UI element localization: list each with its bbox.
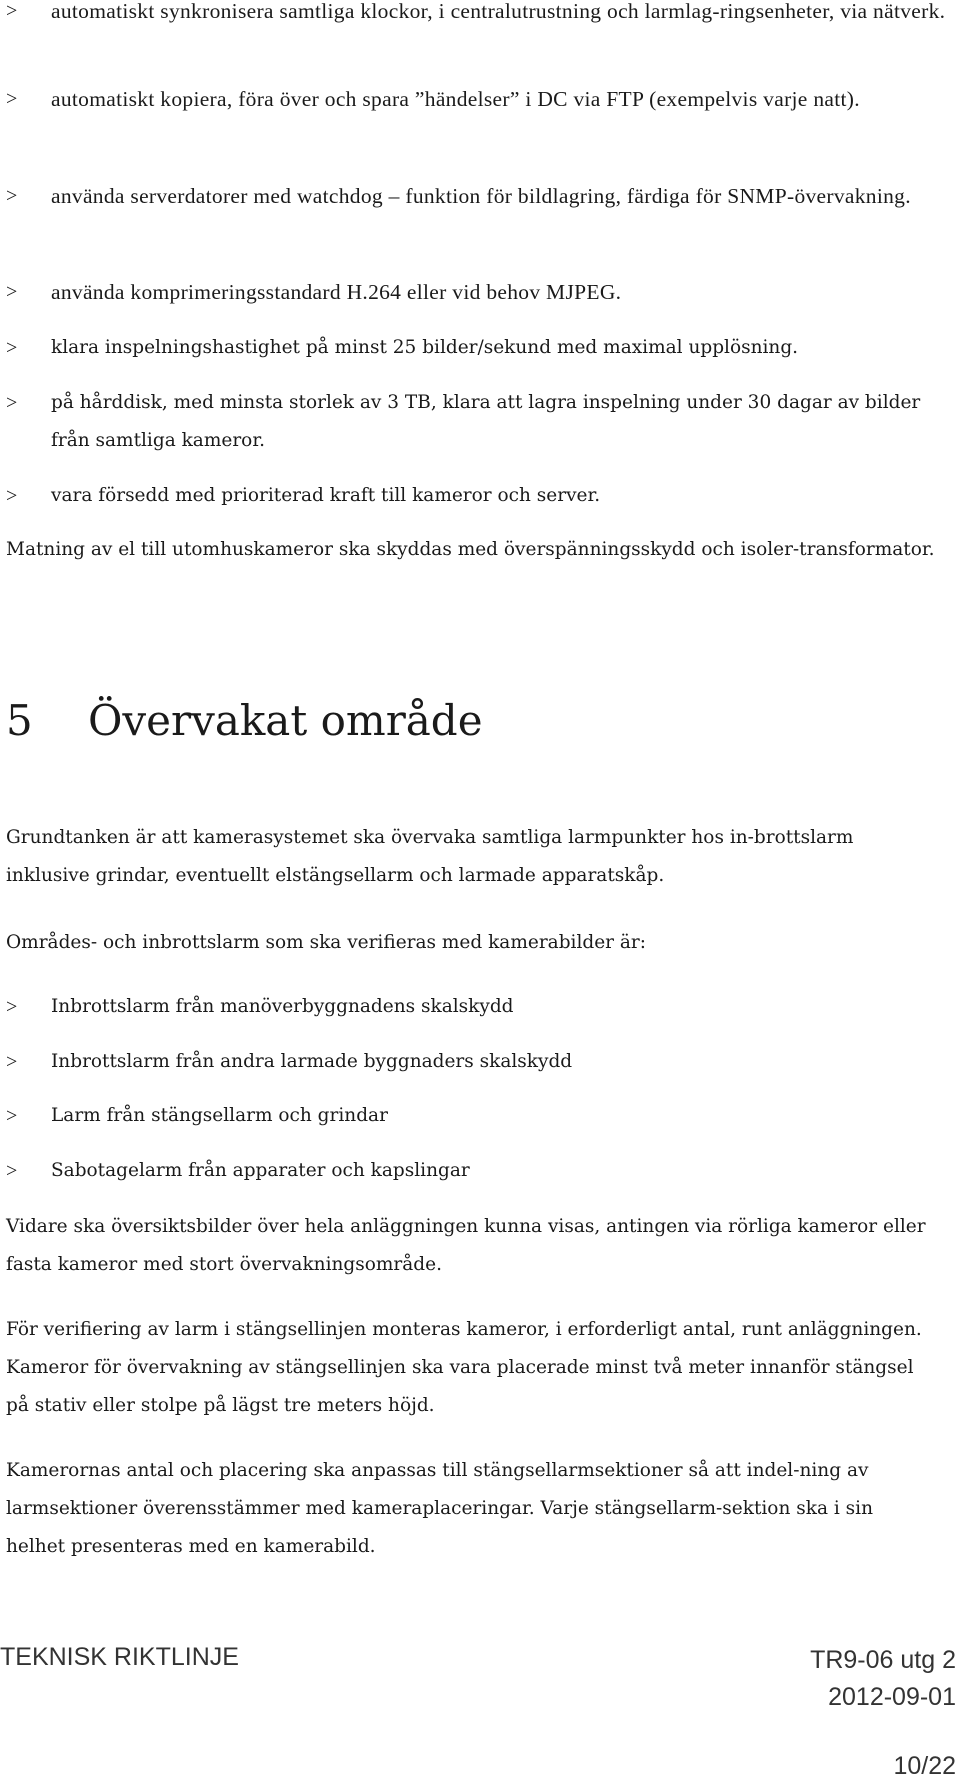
- footer-page-number: 10/22: [893, 1752, 956, 1780]
- list-item-text: Larm från stängsellarm och grindar: [51, 1105, 388, 1126]
- bullet-marker: >: [6, 88, 18, 110]
- bullet-marker: >: [6, 281, 18, 303]
- list-item-text: Inbrottslarm från manöverbyggnadens skalskydd: [51, 996, 514, 1017]
- list-item-text: klara inspelningshastighet på minst 25 bilder/sekund med maximal upplösning.: [51, 337, 799, 358]
- section-title: Övervakat område: [88, 696, 483, 745]
- list-item-text: vara försedd med prioriterad kraft till kameror och server.: [51, 485, 601, 506]
- list-item: [6, 0, 946, 68]
- list-item: [6, 1152, 946, 1190]
- bullet-marker: >: [6, 1105, 18, 1127]
- footer-doc-type: TEKNISK RIKTLINJE: [0, 1643, 239, 1671]
- section-heading: [6, 693, 483, 749]
- list-item-text: Inbrottslarm från andra larmade byggnaders skalskydd: [51, 1051, 573, 1072]
- list-item-text: använda serverdatorer med watchdog – funktion för bildlagring, färdiga för SNMP-övervakning.: [51, 184, 911, 208]
- list-item: [6, 273, 946, 311]
- list-item-text: använda komprimeringsstandard H.264 eller vid behov MJPEG.: [51, 280, 622, 304]
- list-item-text: på hårddisk, med minsta storlek av 3 TB, klara att lagra inspelning under 30 dagar av bilder från samtliga kameror.: [51, 392, 921, 451]
- list-item: [6, 1043, 946, 1081]
- bullet-marker: >: [6, 996, 18, 1018]
- footer-doc-info: [810, 1642, 956, 1716]
- list-item: [6, 384, 946, 460]
- list-item: [6, 177, 946, 253]
- section-number: 5: [6, 696, 33, 745]
- list-item-text: automatiskt synkronisera samtliga klockor, i centralutrustning och larmlag-ringsenheter, via nätverk.: [51, 0, 946, 23]
- paragraph-grundtanken: Grundtanken är att kamerasystemet ska övervaka samtliga larmpunkter hos in-brottslarm inklusive grindar, eventuellt elstängsellarm och larmade apparatskåp.: [6, 827, 854, 886]
- bullet-marker: >: [6, 1160, 18, 1182]
- paragraph-omrades: Områdes- och inbrottslarm som ska verifieras med kamerabilder är:: [6, 932, 647, 953]
- list-item: [6, 80, 946, 156]
- bullet-marker: >: [6, 392, 18, 414]
- bullet-marker: >: [6, 337, 18, 359]
- bullet-marker: >: [6, 185, 18, 207]
- paragraph-matning: Matning av el till utomhuskameror ska skyddas med överspänningsskydd och isoler-transformator.: [6, 539, 935, 560]
- footer-doc-id: TR9-06 utg 2: [810, 1646, 956, 1674]
- bullet-marker: >: [6, 1051, 18, 1073]
- list-item: [6, 329, 946, 367]
- list-item-text: Sabotagelarm från apparater och kapslingar: [51, 1160, 470, 1181]
- footer-date: 2012-09-01: [828, 1683, 956, 1711]
- list-item-text: automatiskt kopiera, föra över och spara ”händelser” i DC via FTP (exempelvis varje natt).: [51, 87, 860, 111]
- bullet-marker: >: [6, 485, 18, 507]
- list-item: [6, 988, 946, 1026]
- paragraph-vidare: Vidare ska översiktsbilder över hela anläggningen kunna visas, antingen via rörliga kameror eller fasta kameror med stort övervakningsområde.: [6, 1216, 926, 1275]
- paragraph-kamerornas: Kamerornas antal och placering ska anpassas till stängsellarmsektioner så att indel-ning av larmsektioner överensstämmer med kameraplaceringar. Varje stängsellarm-sektion ska i sin helhet presenteras med en kamerabild.: [6, 1460, 873, 1557]
- bullet-marker: >: [6, 0, 18, 22]
- paragraph-verifiering: För verifiering av larm i stängsellinjen monteras kameror, i erforderligt antal, runt anläggningen. Kameror för övervakning av stängsellinjen ska vara placerade minst två meter innanför stängsel på stativ eller stolpe på lägst tre meters höjd.: [6, 1319, 922, 1416]
- list-item: [6, 477, 946, 515]
- list-item: [6, 1097, 946, 1135]
